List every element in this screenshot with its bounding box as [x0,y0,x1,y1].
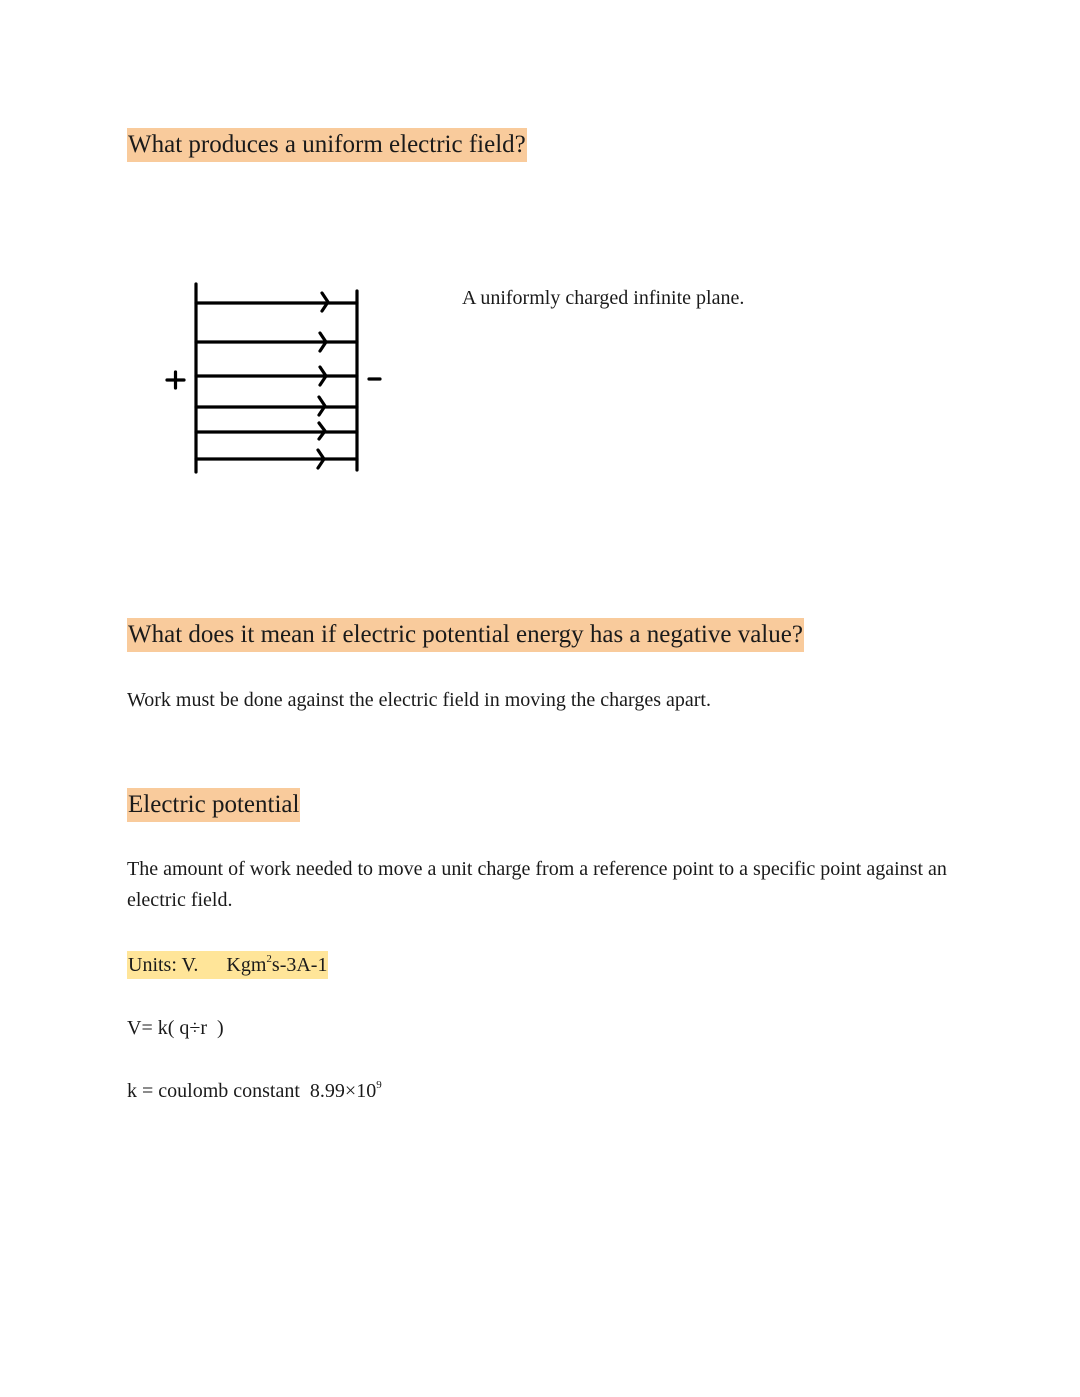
definition-electric-potential: The amount of work needed to move a unit charge from a reference point to a specific point against an electric field. [127,858,947,911]
answer-uniform-field: A uniformly charged infinite plane. [462,287,745,309]
units-base-post: s-3A-1 [271,954,328,976]
coulomb-constant-exponent: 9 [376,1079,382,1091]
units-base-sup: 2 [266,953,272,965]
coulomb-constant [127,1076,382,1107]
coulomb-constant-text: k = coulomb constant 8.99×10 [127,1080,377,1102]
answer-negative-energy: Work must be done against the electric field in moving the charges apart. [127,689,711,711]
heading-electric-potential: Electric potential [127,788,300,822]
units-base-pre: Kgm [226,954,267,976]
heading-negative-energy: What does it mean if electric potential energy has a negative value? [127,618,804,652]
heading-uniform-field: What produces a uniform electric field? [127,128,527,162]
units-line [127,951,328,979]
units-label: Units: V. [128,954,199,976]
formula-potential: V= k( q÷r ) [127,1017,224,1039]
uniform-field-diagram [160,280,390,480]
